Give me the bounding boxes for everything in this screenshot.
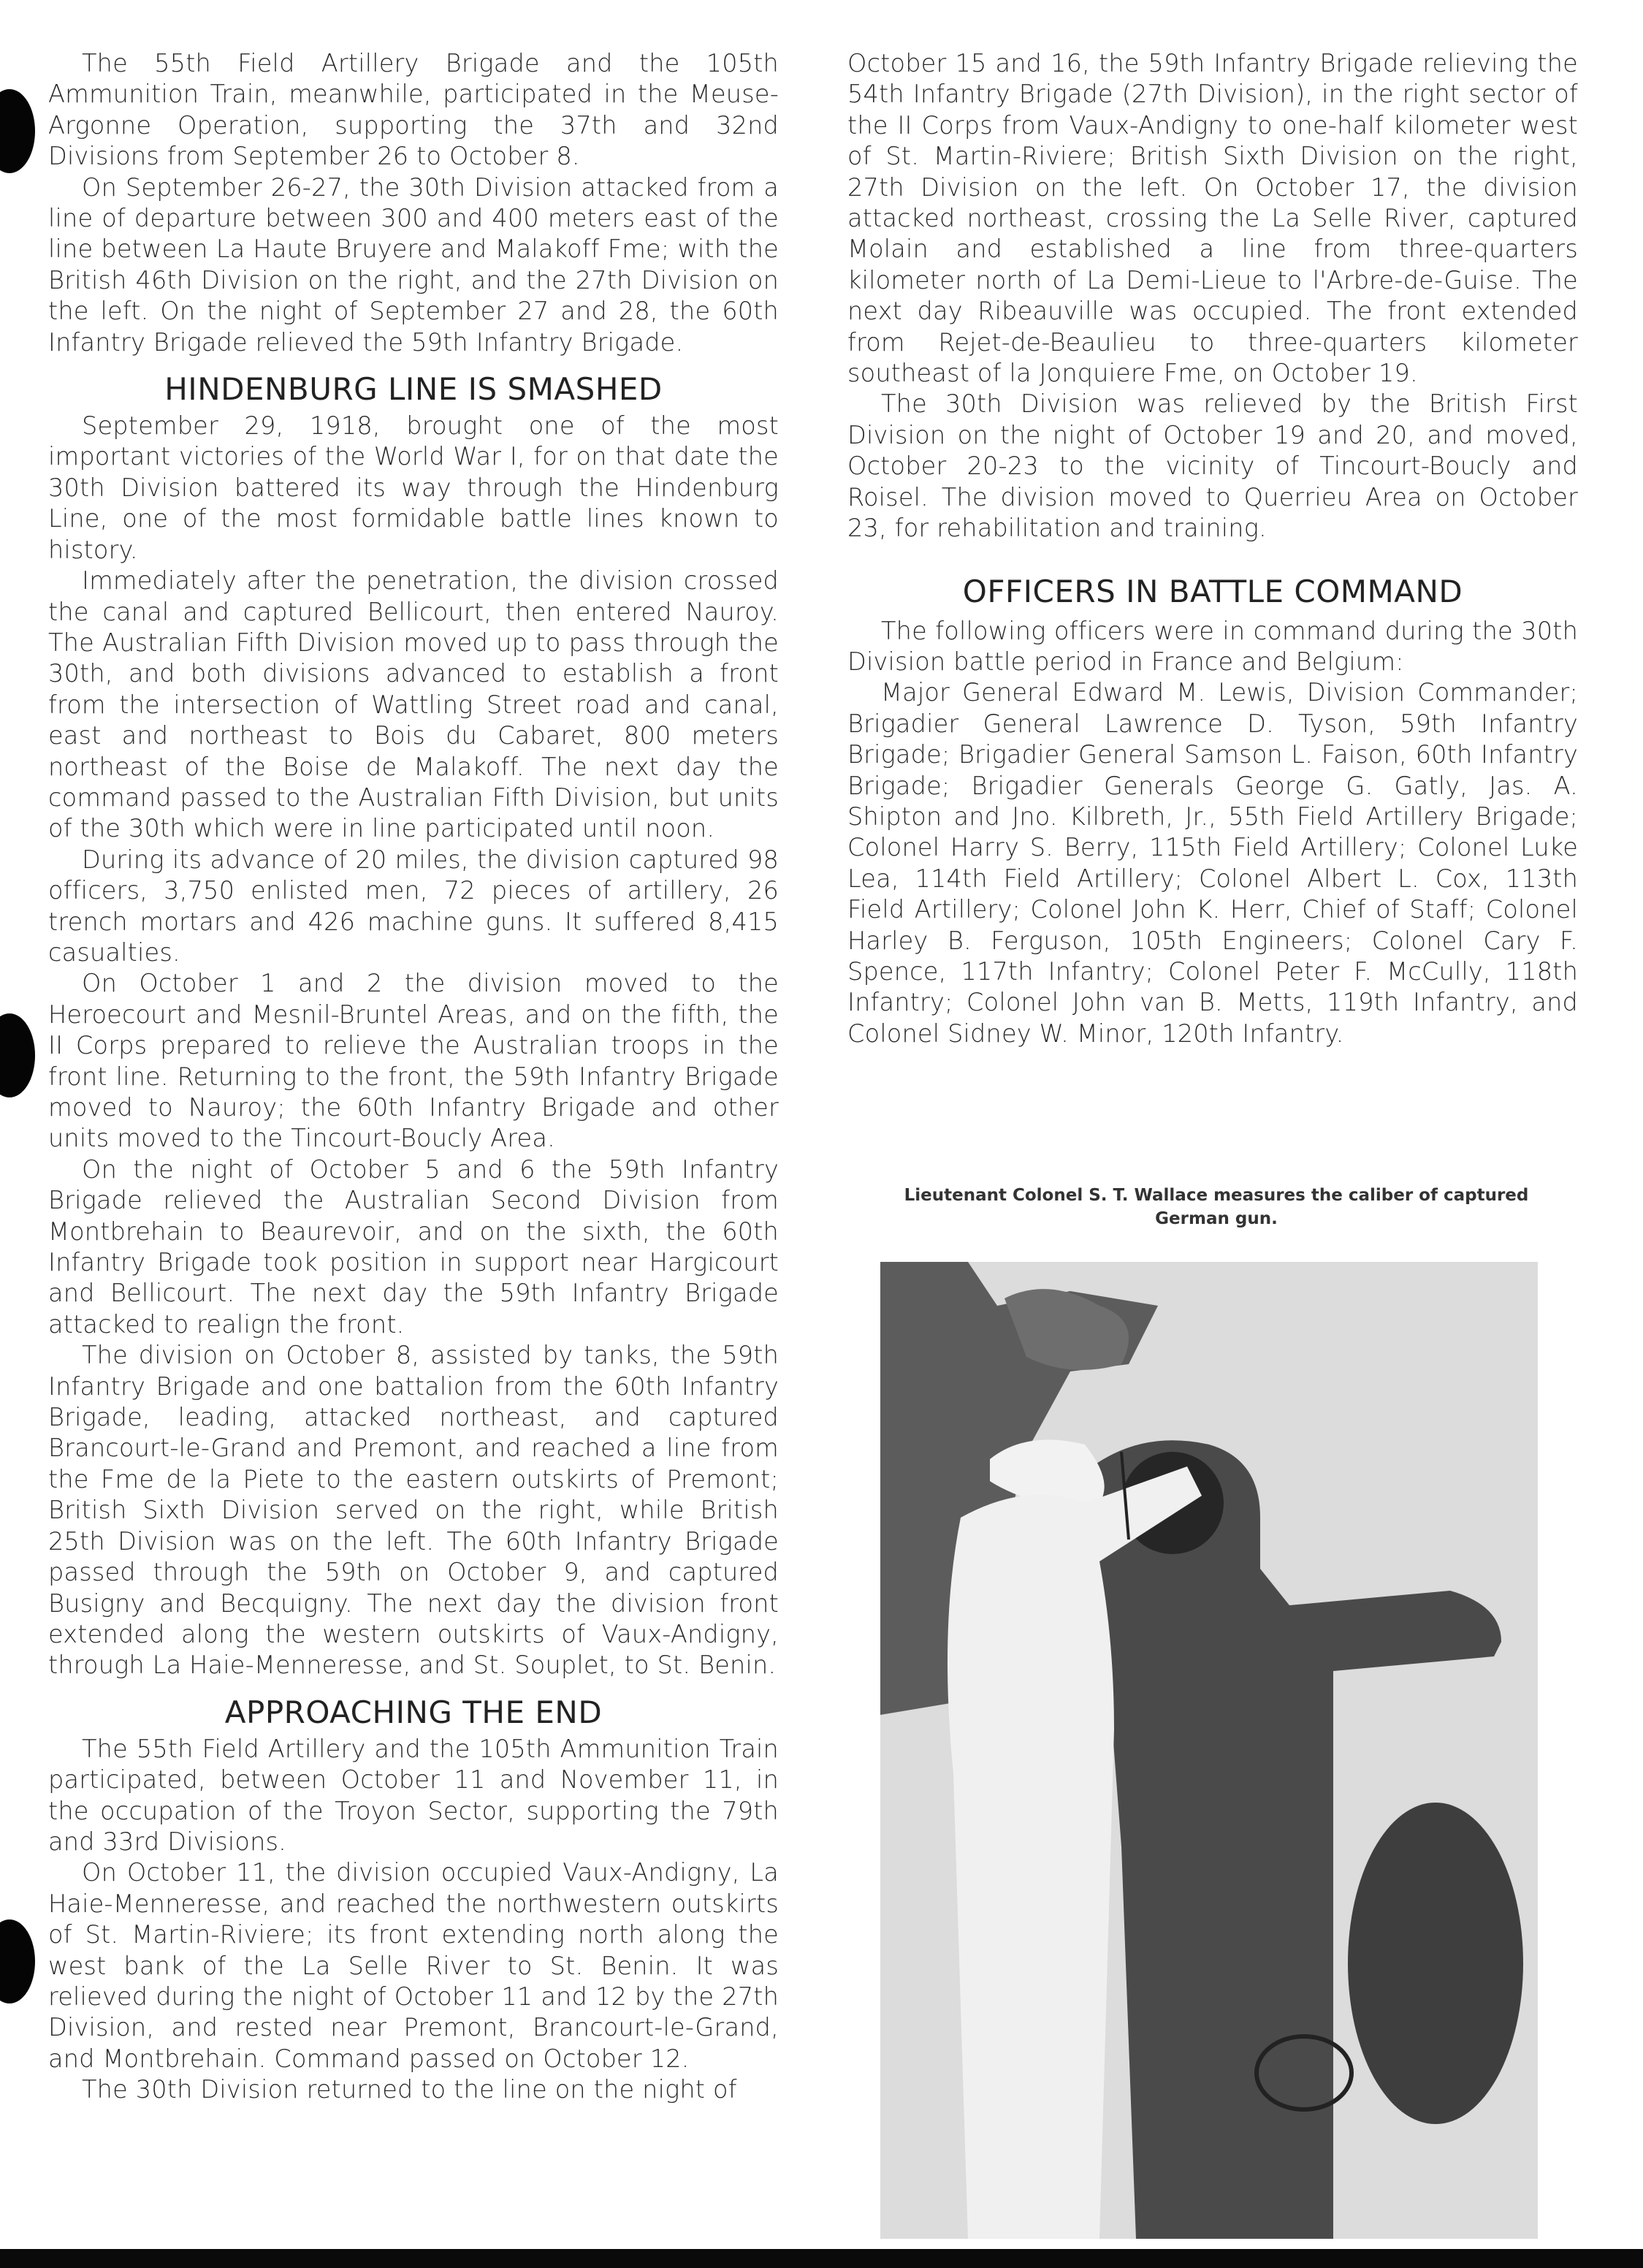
binder-hole-top	[0, 89, 35, 173]
paragraph: On October 1 and 2 the division moved to the Heroecourt and Mesnil-Bruntel Areas, and on the fifth, the II Corps prepared to relieve the Australian troops in the front line. Returning to the front, the 59th Infantry Brigade moved to Nauroy; the 60th Infantry Brigade and other units moved to the Tincourt-Boucly Area.	[48, 969, 779, 1153]
paragraph: Major General Edward M. Lewis, Division Commander; Brigadier General Lawrence D. Tyson, 59th Infantry Brigade; Brigadier General Samson L. Faison, 60th Infantry Brigade; Brigadier Generals George G. Gatly, Jas. A. Shipton and Jno. Kilbreth, Jr., 55th Field Artillery Brigade; Colonel Harry S. Berry, 115th Field Artillery; Colonel Luke Lea, 114th Field Artillery; Colonel Albert L. Cox, 113th Field Artillery; Colonel John K. Herr, Chief of Staff; Colonel Harley B. Ferguson, 105th Engineers; Colonel Cary F. Spence, 117th Infantry; Colonel Peter F. McCully, 118th Infantry; Colonel John van B. Metts, 119th Infantry, and Colonel Sidney W. Minor, 120th Infantry.	[847, 678, 1578, 1048]
photo-caption: Lieutenant Colonel S. T. Wallace measures the caliber of captured German gun.	[904, 1186, 1529, 1228]
paragraph: The 30th Division was relieved by the British First Division on the night of October 19 and 20, and moved, October 20-23 to the vicinity of Tincourt-Boucly and Roisel. The division moved to Querrieu Area on October 23, for rehabilitation and training.	[847, 389, 1578, 543]
paragraph-continued: October 15 and 16, the 59th Infantry Brigade relieving the 54th Infantry Brigade (27th Division), in the right sector of the II Corps from Vaux-Andigny to one-half kilometer west of St. Martin-Riviere; British Sixth Division on the right, 27th Division on the left. On October 17, the division attacked northeast, crossing the La Selle River, captured Molain and established a line from three-quarters kilometer north of La Demi-Lieue to l'Arbre-de-Guise. The next day Ribeauville was occupied. The front extended from Rejet-de-Beaulieu to three-quarters kilometer southeast of la Jonquiere Fme, on October 19.	[847, 49, 1578, 388]
section-heading-approaching: APPROACHING THE END	[224, 1694, 603, 1730]
paragraph: The 30th Division returned to the line on the night of	[82, 2075, 737, 2104]
paragraph: During its advance of 20 miles, the division captured 98 officers, 3,750 enlisted men, 72 pieces of artillery, 26 trench mortars and 426 machine guns. It suffered 8,415 casualties.	[48, 845, 779, 967]
paragraph: The following officers were in command during the 30th Division battle period in France and Belgium:	[847, 616, 1578, 676]
gun-wheel	[1348, 1803, 1523, 2124]
scan-bottom-edge	[0, 2249, 1643, 2268]
binder-hole-middle	[0, 1013, 35, 1097]
paragraph: The division on October 8, assisted by tanks, the 59th Infantry Brigade and one battalion from the 60th Infantry Brigade, leading, attacked northeast, and captured Brancourt-le-Grand and Premont, and reached a line from the Fme de la Piete to the eastern outskirts of Premont; British Sixth Division served on the right, while British 25th Division was on the left. The 60th Infantry Brigade passed through the 59th on October 9, and captured Busigny and Becquigny. The next day the division front extended along the western outskirts of Vaux-Andigny, through La Haie-Menneresse, and St. Souplet, to St. Benin.	[48, 1341, 779, 1680]
paragraph: On October 11, the division occupied Vaux-Andigny, La Haie-Menneresse, and reached the northwestern outskirts of St. Martin-Riviere; its front extending north along the west bank of the La Selle River to St. Benin. It was relieved during the night of October 11 and 12 by the 27th Division, and rested near Premont, Brancourt-le-Grand, and Montbrehain. Command passed on October 12.	[48, 1858, 779, 2073]
paragraph: September 29, 1918, brought one of the most important victories of the World War I, for on that date the 30th Division battered its way through the Hindenburg Line, one of the most formidable battle lines known to history.	[48, 411, 779, 564]
section-heading-hindenburg: HINDENBURG LINE IS SMASHED	[164, 371, 663, 408]
paragraph: The 55th Field Artillery and the 105th Ammunition Train participated, between October 11 and November 11, in the occupation of the Troyon Sector, supporting the 79th and 33rd Divisions.	[48, 1734, 779, 1856]
right-column	[847, 48, 1578, 1049]
paragraph: On the night of October 5 and 6 the 59th Infantry Brigade relieved the Australian Second Division from Montbrehain to Beaurevoir, and on the sixth, the 60th Infantry Brigade took position in support near Hargicourt and Bellicourt. The next day the 59th Infantry Brigade attacked to realign the front.	[48, 1154, 779, 1339]
photo-illustration	[880, 1262, 1538, 2239]
paragraph: On September 26-27, the 30th Division attacked from a line of departure between 300 and 400 meters east of the line between La Haute Bruyere and Malakoff Fme; with the British 46th Division on the right, and the 27th Division on the left. On the night of September 27 and 28, the 60th Infantry Brigade relieved the 59th Infantry Brigade.	[48, 172, 779, 357]
left-column	[48, 48, 779, 2106]
section-heading-officers: OFFICERS IN BATTLE COMMAND	[962, 573, 1463, 609]
paragraph: Immediately after the penetration, the division crossed the canal and captured Bellicourt, then entered Nauroy. The Australian Fifth Division moved up to pass through the 30th, and both divisions advanced to establish a front from the intersection of Wattling Street road and canal, east and northeast to Bois du Cabaret, 800 meters northeast of the Boise de Malakoff. The next day the command passed to the Australian Fifth Division, but units of the 30th which were in line participated until noon.	[48, 566, 779, 843]
binder-hole-bottom	[0, 1919, 35, 2003]
photograph	[880, 1262, 1538, 2239]
paragraph: The 55th Field Artillery Brigade and the 105th Ammunition Train, meanwhile, participated in the Meuse-Argonne Operation, supporting the 37th and 32nd Divisions from September 26 to October 8.	[48, 49, 779, 171]
